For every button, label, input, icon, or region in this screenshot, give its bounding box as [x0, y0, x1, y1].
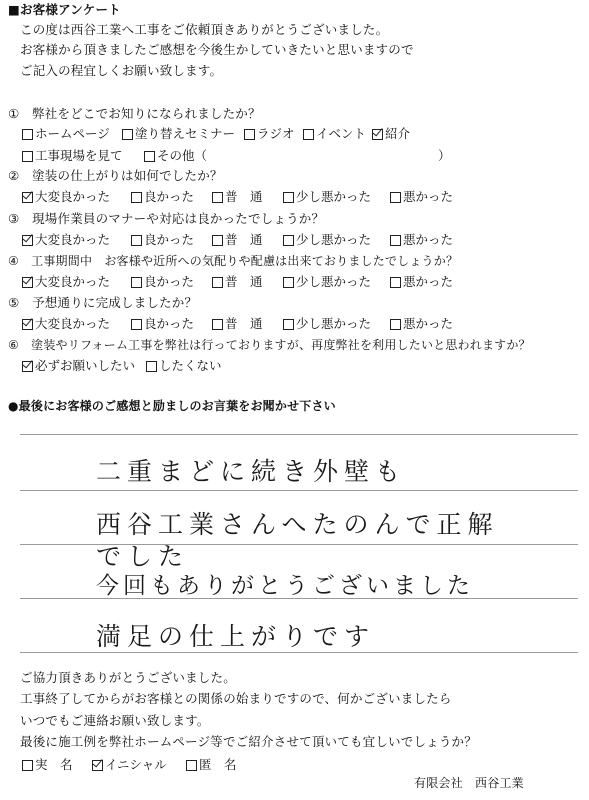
question-2: ② 塗装の仕上がりは如何でしたか？ [8, 168, 223, 183]
q1-option-seminar[interactable]: 塗り替えセミナー [122, 126, 235, 142]
checkbox-icon [283, 319, 294, 330]
comment-rule [20, 434, 578, 435]
q5-option-bad[interactable]: 悪かった [390, 316, 453, 332]
question-3: ③ 現場作業員のマナーや対応は良かったでしょうか？ [8, 211, 325, 226]
checkbox-icon [303, 129, 314, 140]
q2-option-average[interactable]: 普 通 [212, 189, 263, 205]
closing-line: 工事終了してからがお客様との関係の始まりですので、何かございましたら [20, 691, 452, 706]
checkbox-icon [22, 151, 33, 162]
checkbox-icon [212, 277, 223, 288]
checkbox-icon [390, 277, 401, 288]
q4-option-good[interactable]: 良かった [131, 274, 194, 290]
q6-option-definitely[interactable]: 必ずお願いしたい [22, 358, 135, 374]
checkbox-checked-icon [92, 760, 103, 771]
checkbox-icon [144, 151, 155, 162]
checkbox-checked-icon [372, 129, 383, 140]
question-1: ① 弊社をどこでお知りになられましたか？ [8, 106, 261, 121]
intro-line: お客様から頂きましたご感想を今後生かしていきたいと思いますので [20, 42, 414, 57]
q5-option-good[interactable]: 良かった [131, 316, 194, 332]
checkbox-icon [390, 319, 401, 330]
q3-option-good[interactable]: 良かった [131, 232, 194, 248]
checkbox-icon [131, 277, 142, 288]
handwritten-line: でした [96, 542, 190, 571]
checkbox-icon [186, 760, 197, 771]
q1-option-referral[interactable]: 紹介 [372, 126, 410, 142]
q2-option-good[interactable]: 良かった [131, 189, 194, 205]
closing-line: いつでもご連絡お願い致します。 [20, 713, 210, 728]
publish-option-initials[interactable]: イニシャル [92, 757, 167, 773]
q3-option-slightly-bad[interactable]: 少し悪かった [283, 232, 371, 248]
checkbox-icon [122, 129, 133, 140]
comment-heading: ●最後にお客様のご感想と励ましのお言葉をお聞かせ下さい [8, 399, 336, 413]
checkbox-icon [283, 235, 294, 246]
publish-option-anonymous[interactable]: 匿 名 [186, 757, 237, 773]
q2-option-slightly-bad[interactable]: 少し悪かった [283, 189, 371, 205]
q2-option-bad[interactable]: 悪かった [390, 189, 453, 205]
closing-line: 最後に施工例を弊社ホームページ等でご紹介させて頂いても宜しいでしょうか？ [20, 734, 477, 749]
form-title: ■お客様アンケート [8, 2, 121, 17]
checkbox-icon [22, 760, 33, 771]
question-4: ④ 工事期間中 お客様や近所への気配りや配慮は出来ておりましたでしょうか？ [8, 254, 459, 268]
q3-option-average[interactable]: 普 通 [212, 232, 263, 248]
checkbox-icon [131, 319, 142, 330]
q4-option-bad[interactable]: 悪かった [390, 274, 453, 290]
checkbox-icon [390, 192, 401, 203]
checkbox-checked-icon [22, 319, 33, 330]
q1-option-other[interactable]: その他（ [144, 148, 207, 164]
q4-option-slightly-bad[interactable]: 少し悪かった [283, 274, 371, 290]
checkbox-icon [212, 319, 223, 330]
checkbox-checked-icon [22, 235, 33, 246]
handwritten-line: 今回もありがとうございました [96, 573, 474, 599]
checkbox-icon [283, 192, 294, 203]
q5-option-slightly-bad[interactable]: 少し悪かった [283, 316, 371, 332]
company-name: 有限会社 西谷工業 [414, 776, 524, 790]
q6-option-no[interactable]: したくない [146, 358, 222, 374]
checkbox-icon [283, 277, 294, 288]
q5-option-very-good[interactable]: 大変良かった [22, 316, 110, 332]
q1-option-homepage[interactable]: ホームページ [22, 126, 110, 142]
checkbox-icon [244, 129, 255, 140]
checkbox-icon [146, 361, 157, 372]
other-close-paren: ） [438, 148, 451, 163]
checkbox-checked-icon [22, 361, 33, 372]
closing-line: ご協力頂きありがとうございました。 [20, 670, 236, 685]
checkbox-checked-icon [22, 277, 33, 288]
q1-option-event[interactable]: イベント [303, 126, 366, 142]
checkbox-icon [212, 192, 223, 203]
q1-option-radio[interactable]: ラジオ [244, 126, 295, 142]
intro-line: ご記入の程宜しくお願い致します。 [20, 63, 223, 78]
question-6: ⑥ 塗装やリフォーム工事を弊社は行っておりますが、再度弊社を利用したいと思われますか？ [8, 338, 531, 352]
checkbox-icon [131, 235, 142, 246]
q5-option-average[interactable]: 普 通 [212, 316, 263, 332]
checkbox-icon [131, 192, 142, 203]
checkbox-icon [212, 235, 223, 246]
q4-option-very-good[interactable]: 大変良かった [22, 274, 110, 290]
handwritten-line: 二重まどに続き外壁も [96, 457, 407, 486]
comment-rule [20, 490, 578, 491]
publish-option-real-name[interactable]: 実 名 [22, 757, 73, 773]
q1-option-site[interactable]: 工事現場を見て [22, 148, 123, 164]
checkbox-checked-icon [22, 192, 33, 203]
handwritten-line: 満足の仕上がりです [96, 622, 376, 651]
q3-option-bad[interactable]: 悪かった [390, 232, 453, 248]
checkbox-icon [390, 235, 401, 246]
intro-line: この度は西谷工業へ工事をご依頼頂きありがとうございました。 [20, 22, 389, 37]
q2-option-very-good[interactable]: 大変良かった [22, 189, 110, 205]
question-5: ⑤ 予想通りに完成しましたか？ [8, 295, 198, 310]
q4-option-average[interactable]: 普 通 [212, 274, 263, 290]
handwritten-line: 西谷工業さんへたのんで正解 [96, 510, 499, 539]
checkbox-icon [22, 129, 33, 140]
q3-option-very-good[interactable]: 大変良かった [22, 232, 110, 248]
